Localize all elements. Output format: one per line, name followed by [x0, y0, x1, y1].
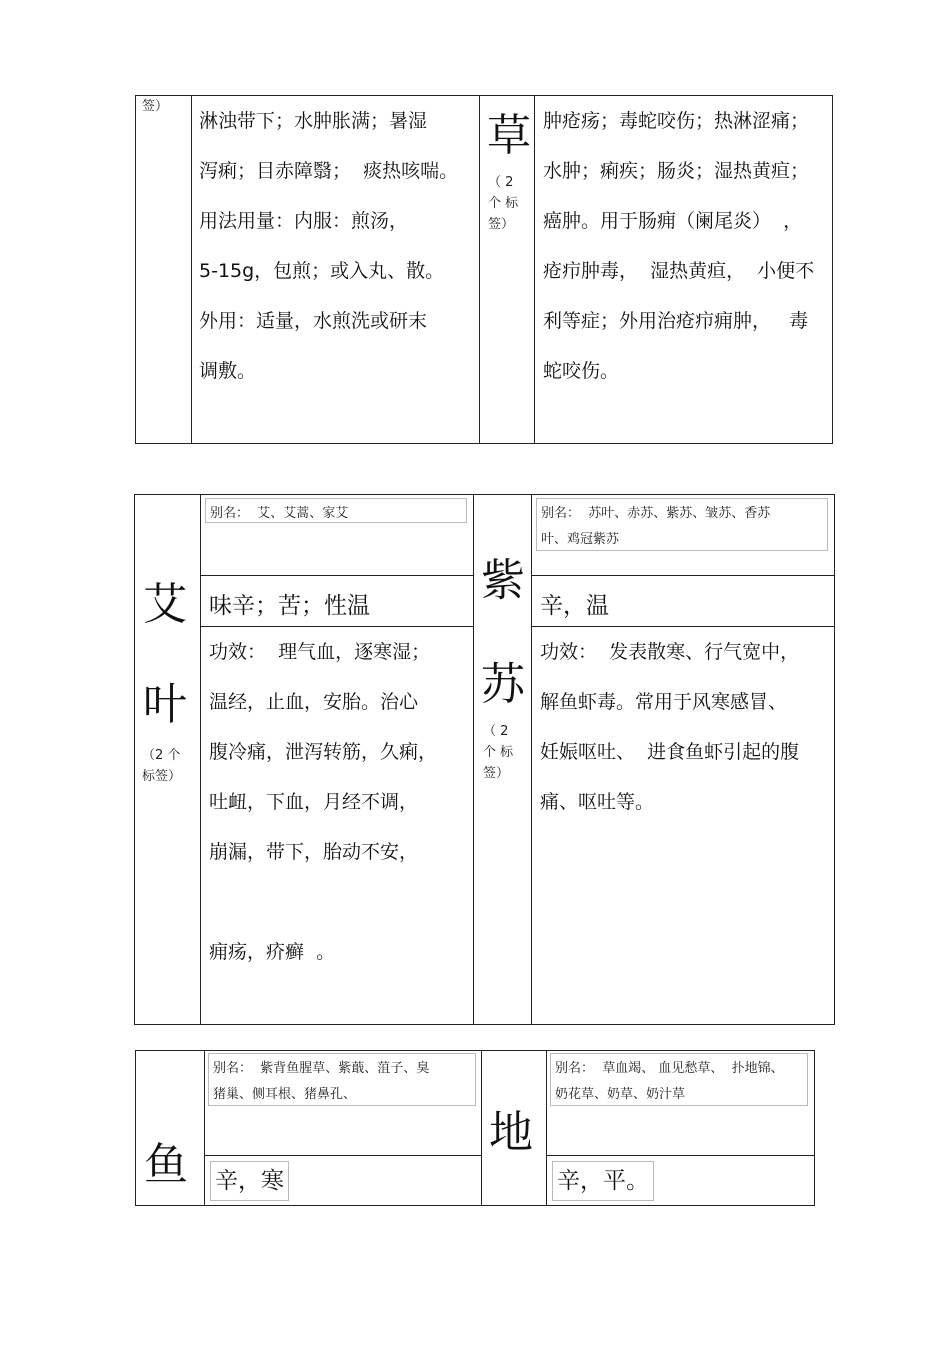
alias-box: 别名： 紫背鱼腥草、紫蕺、菹子、臭 猪巢、侧耳根、猪鼻孔、 [208, 1053, 476, 1106]
taste-nature: 味辛；苦；性温 [209, 593, 370, 619]
divider [200, 575, 473, 576]
left-fragment: 签） [142, 99, 169, 114]
herb-tag: （ 2 个 标 签） [483, 724, 514, 781]
taste-nature: 辛，平。 [552, 1161, 654, 1201]
herb-table-1 [135, 95, 833, 444]
divider [473, 495, 474, 1024]
herb-tag: （2 个 标签） [142, 748, 182, 784]
right-effect-text: 肿疮疡；毒蛇咬伤；热淋涩痛； 水肿；痢疾；肠炎；湿热黄疸； 癌肿。用于肠痈（阑尾炎） ， 疮疖肿毒， 湿热黄疸， 小便不 利等症；外用治疮疖痈肿， 毒 蛇咬伤。 [543, 110, 815, 382]
divider [546, 1051, 547, 1205]
herb-name-char: 草 [487, 110, 531, 161]
alias-box: 别名： 草血竭、 血见愁草、 扑地锦、 奶花草、奶草、奶汁草 [550, 1053, 808, 1106]
divider [204, 1051, 205, 1205]
effect-text: 功效： 发表散寒、行气宽中， 解鱼虾毒。常用于风寒感冒、 妊娠呕吐、 进食鱼虾引起的腹 痛、呕吐等。 [540, 641, 800, 813]
herb-name-char-1: 艾 [143, 579, 187, 630]
divider [546, 1155, 815, 1156]
herb-table-2 [134, 494, 835, 1025]
divider [531, 575, 835, 576]
taste-nature: 辛，寒 [210, 1161, 289, 1201]
herb-name-char: 鱼 [144, 1139, 188, 1190]
taste-nature: 辛，温 [540, 593, 609, 619]
divider [204, 1155, 481, 1156]
herb-name-char-1: 紫 [481, 555, 525, 606]
divider [479, 96, 480, 443]
alias-box: 别名： 艾、艾蒿、家艾 [205, 498, 467, 523]
divider [191, 96, 192, 443]
herb-name-char: 地 [489, 1107, 533, 1158]
effect-text: 功效： 理气血，逐寒湿； 温经，止血，安胎。治心 腹冷痛，泄泻转筋，久痢， 吐衄，下血，月经不调， 崩漏，带下，胎动不安， 痈疡，疥癣 。 [209, 641, 438, 963]
divider [481, 1051, 482, 1205]
alias-box: 别名： 苏叶、赤苏、紫苏、皱苏、香苏 叶、鸡冠紫苏 [536, 498, 828, 551]
herb-tag: （ 2 个 标 签） [488, 175, 519, 232]
herb-table-3 [135, 1050, 815, 1206]
herb-name-char-2: 苏 [481, 659, 525, 710]
left-usage-text: 淋浊带下；水肿胀满；暑湿 泻痢；目赤障翳； 痰热咳喘。 用法用量：内服：煎汤， 5-15g，包煎；或入丸、散。 外用：适量，水煎洗或研末 调敷。 [199, 110, 459, 382]
herb-name-char-2: 叶 [143, 679, 187, 730]
divider [534, 96, 535, 443]
